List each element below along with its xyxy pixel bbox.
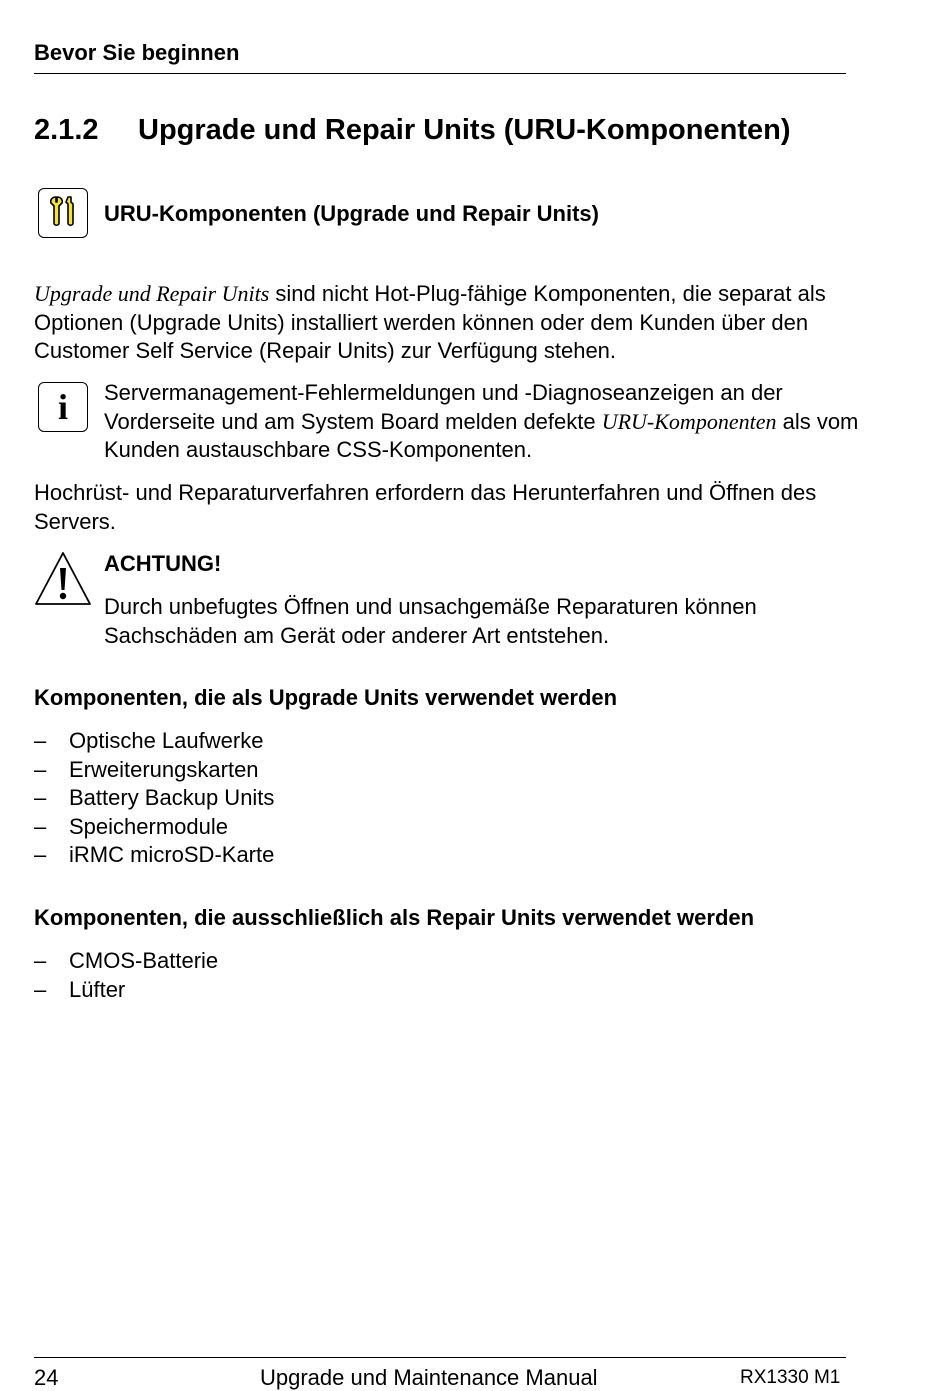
warning-text: Durch unbefugtes Öffnen und unsachgemäße Reparaturen können Sachschäden am Gerät oder anderer Art entstehen. — [104, 594, 757, 648]
footer-rule — [34, 1357, 846, 1358]
info-icon: i — [38, 382, 88, 432]
running-header: Bevor Sie beginnen — [34, 40, 240, 65]
upgrade-units-heading: Komponenten, die als Upgrade Units verwendet werden — [34, 685, 618, 710]
list-item: – iRMC microSD-Karte — [34, 842, 275, 867]
list-item: – CMOS-Batterie — [34, 948, 219, 973]
warning-title: ACHTUNG! — [104, 551, 222, 576]
list-item: – Battery Backup Units — [34, 785, 275, 810]
list-item: – Speichermodule — [34, 813, 228, 839]
repair-units-list — [34, 947, 218, 1004]
wrench-icon — [38, 188, 88, 238]
model-name: RX1330 M1 — [740, 1367, 841, 1388]
upgrade-units-list — [34, 727, 274, 870]
list-item: – Optische Laufwerke — [34, 728, 264, 753]
list-item: – Lüfter — [34, 976, 126, 1002]
info-text-after: als vom Kunden austauschbare CSS-Komponenten. — [104, 408, 859, 462]
list-item: – Erweiterungskarten — [34, 756, 259, 782]
manual-title: Upgrade und Maintenance Manual — [260, 1365, 598, 1390]
intro-text: sind nicht Hot-Plug-fähige Komponenten, die separat als Optionen (Upgrade Units) installiert werden können oder dem Kunden über den Customer Self Service (Repair Units) zur Verfügung stehen. — [34, 281, 826, 363]
uru-heading: URU-Komponenten (Upgrade und Repair Units) — [104, 201, 599, 226]
intro-italic-lead: Upgrade und Repair Units — [34, 281, 270, 306]
page-number: 24 — [34, 1365, 59, 1390]
info-italic: URU-Komponenten — [601, 408, 777, 434]
repair-units-heading: Komponenten, die ausschließlich als Repair Units verwendet werden — [34, 905, 755, 930]
section-title — [34, 112, 791, 148]
procedure-paragraph: Hochrüst- und Reparaturverfahren erfordern das Herunterfahren und Öffnen des Servers. — [34, 480, 817, 534]
info-note-text — [104, 379, 864, 465]
info-text-before: Servermanagement-Fehlermeldungen und -Diagnoseanzeigen an der Vorderseite und am System Board melden defekte — [104, 380, 783, 434]
header-rule — [34, 73, 846, 74]
intro-paragraph — [34, 280, 854, 366]
section-title-text: Upgrade und Repair Units (URU-Komponenten) — [138, 114, 791, 146]
warning-triangle-icon — [33, 550, 93, 606]
section-number: 2.1.2 — [34, 114, 99, 146]
